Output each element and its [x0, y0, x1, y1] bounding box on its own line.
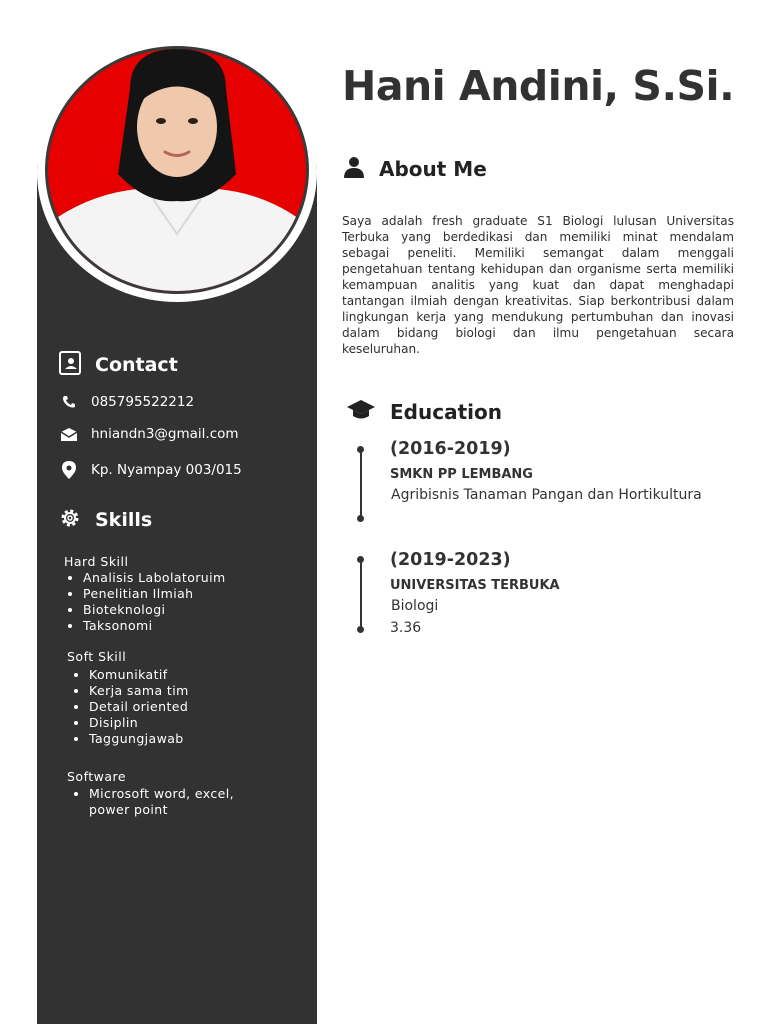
address-text: Kp. Nyampay 003/015	[91, 462, 242, 478]
about-title: About Me	[379, 157, 487, 181]
user-icon	[343, 156, 365, 182]
timeline-dot	[357, 626, 364, 633]
about-text: Saya adalah fresh graduate S1 Biologi lulusan Universitas Terbuka yang berdedikasi dan memiliki minat mendalam sebagai peneliti. Memiliki semangat dalam menggali pengetahuan tentang kehidupan dan organisme serta memiliki kemampuan analitis yang kuat dan dapat menghadapi tantangan ilmiah dengan kreativitas. Siap berkontribusi dalam lingkungan kerja yang mendukung pertumbuhan dan inovasi dalam bidang biologi dan ilmu pengetahuan secara keseluruhan.	[342, 214, 734, 356]
timeline-dot	[357, 556, 364, 563]
edu-school: UNIVERSITAS TERBUKA	[390, 578, 560, 593]
email-text: hniandn3@gmail.com	[91, 426, 239, 442]
profile-photo	[45, 46, 309, 294]
gear-icon	[59, 507, 81, 533]
graduation-cap-icon	[346, 398, 376, 426]
contact-address	[61, 462, 242, 478]
skills-heading	[59, 507, 152, 533]
soft-skill-list	[71, 667, 189, 747]
software-title: Software	[67, 769, 127, 784]
contact-email[interactable]	[61, 426, 239, 442]
contact-heading	[59, 351, 178, 379]
software-list	[71, 786, 239, 818]
edu-gpa: 3.36	[390, 620, 422, 636]
edu-years: (2019-2023)	[390, 550, 511, 570]
timeline-dot	[357, 446, 364, 453]
skills-title: Skills	[95, 509, 153, 531]
edu-detail: Biologi	[391, 598, 439, 614]
list-item: • Kerja sama tim	[89, 683, 189, 699]
edu-school: SMKN PP LEMBANG	[390, 467, 533, 482]
hard-skill-list	[65, 570, 226, 634]
timeline-line-2	[360, 560, 362, 630]
list-item: • Bioteknologi	[83, 602, 226, 618]
edu-detail: Agribisnis Tanaman Pangan dan Hortikultura	[391, 487, 702, 503]
hard-skill-title: Hard Skill	[64, 554, 129, 569]
list-item: • Microsoft word, excel, power point	[89, 786, 239, 818]
contact-phone[interactable]	[61, 394, 194, 410]
timeline-line-1	[360, 450, 362, 520]
about-heading	[343, 156, 487, 182]
location-pin-icon	[61, 462, 77, 478]
contact-book-icon	[59, 351, 81, 379]
list-item: • Taksonomi	[83, 618, 226, 634]
contact-title: Contact	[95, 354, 178, 376]
candidate-name: Hani Andini, S.Si.	[342, 62, 735, 110]
phone-icon	[61, 394, 77, 410]
list-item: • Disiplin	[89, 715, 189, 731]
education-title: Education	[390, 400, 502, 424]
list-item: • Penelitian Ilmiah	[83, 586, 226, 602]
list-item: • Taggungjawab	[89, 731, 189, 747]
list-item: • Detail oriented	[89, 699, 189, 715]
phone-text: 085795522212	[91, 394, 195, 410]
timeline-dot	[357, 515, 364, 522]
education-heading	[346, 398, 502, 426]
envelope-icon	[61, 426, 77, 442]
soft-skill-title: Soft Skill	[67, 649, 127, 664]
edu-years: (2016-2019)	[390, 439, 511, 459]
list-item: • Komunikatif	[89, 667, 189, 683]
list-item: • Analisis Labolatoruim	[83, 570, 226, 586]
